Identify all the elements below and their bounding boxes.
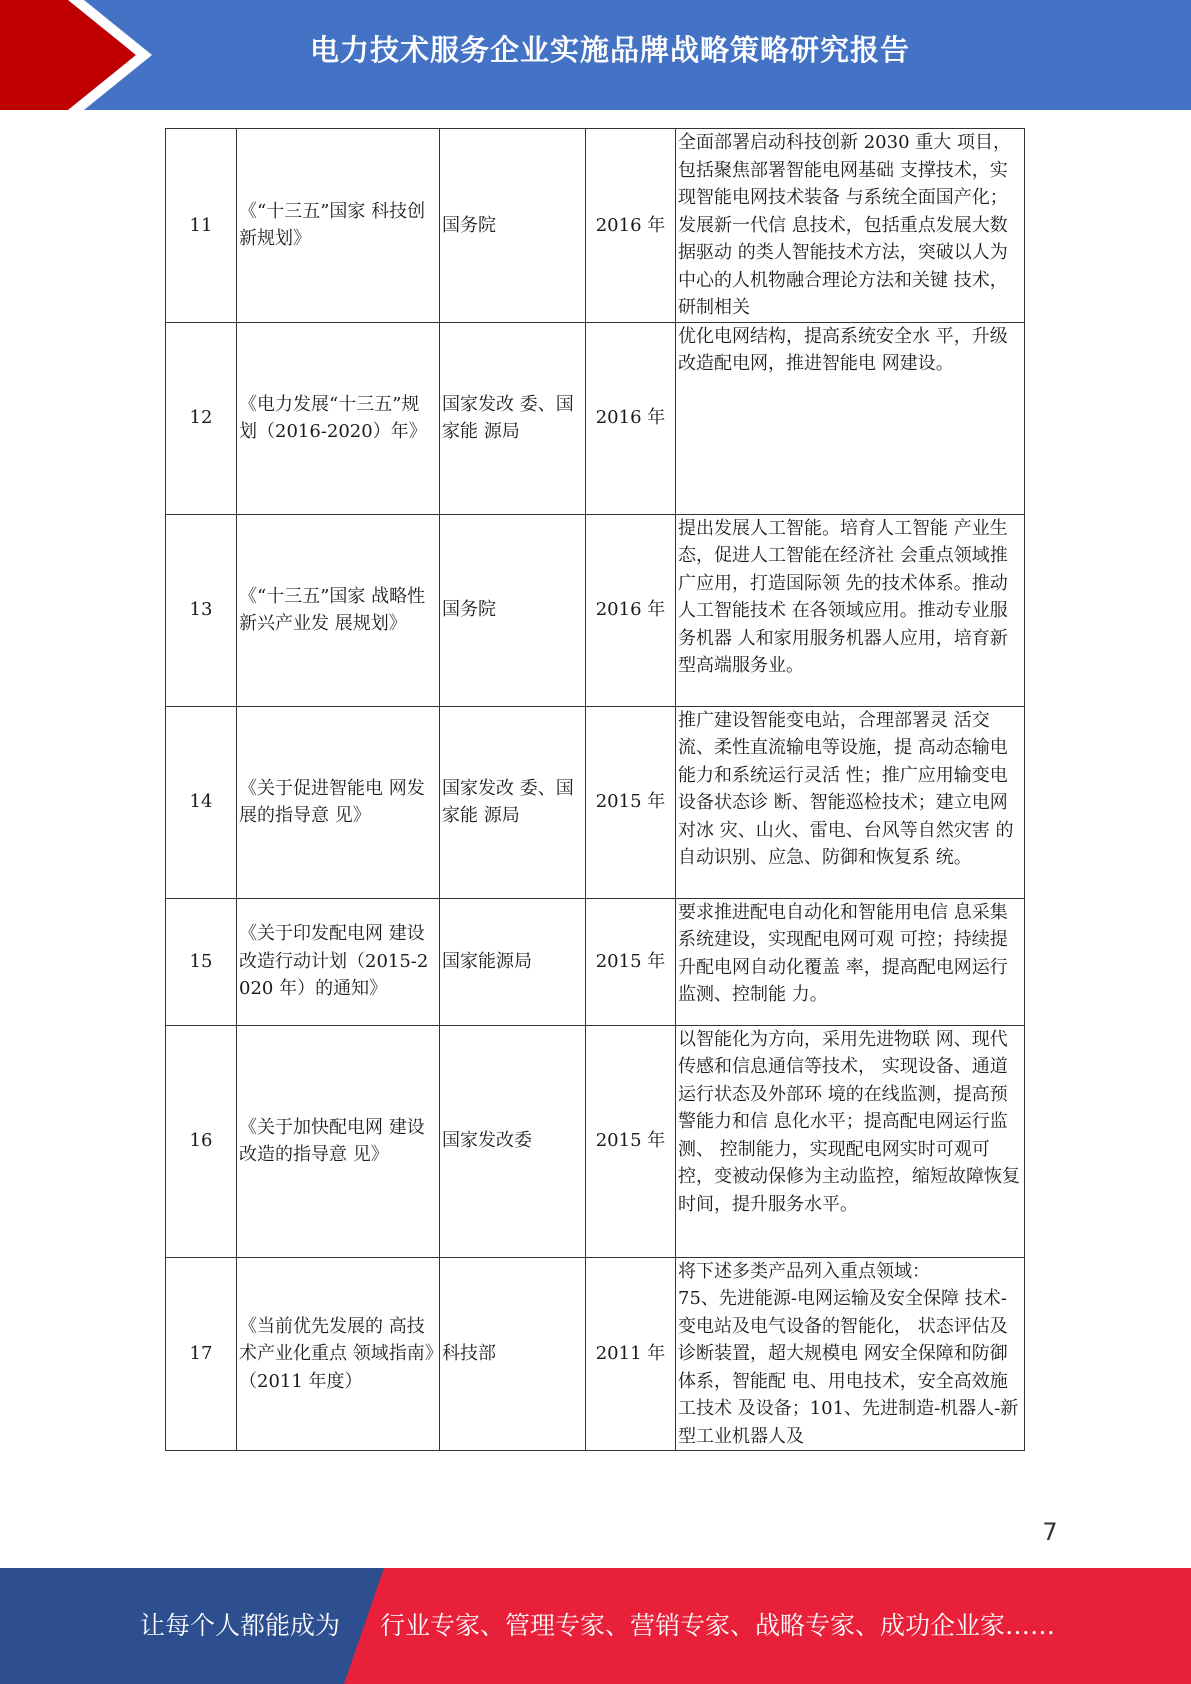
policy-name: 《“十三五”国家 科技创新规划》	[237, 129, 440, 323]
policy-description: 将下述多类产品列入重点领域： 75、先进能源-电网运输及安全保障 技术-变电站及电气设备的智能化， 状态评估及诊断装置，超大规模电 网安全保障和防御体系，智能配 电、用电技术，安全高效施工技术 及设备；101、先进制造-机器人-新 型工业机器人及	[676, 1257, 1025, 1451]
policy-description: 以智能化为方向，采用先进物联 网、现代传感和信息通信等技术， 实现设备、通道运行状态及外部环 境的在线监测，提高预警能力和信 息化水平；提高配电网运行监测、 控制能力，实现配电网实时可观可 控，变被动保修为主动监控，缩短故障恢复时间，提升服务水平。	[676, 1025, 1025, 1257]
policy-name: 《当前优先发展的 高技术产业化重点 领域指南》（2011 年度）	[237, 1257, 440, 1451]
row-number: 16	[166, 1025, 237, 1257]
policy-description: 提出发展人工智能。培育人工智能 产业生态，促进人工智能在经济社 会重点领域推广应用，打造国际领 先的技术体系。推动人工智能技术 在各领域应用。推动专业服务机器 人和家用服务机器人应用，培育新 型高端服务业。	[676, 514, 1025, 706]
issuing-organization: 国务院	[440, 129, 586, 323]
policy-name: 《“十三五”国家 战略性新兴产业发 展规划》	[237, 514, 440, 706]
issue-year: 2016 年	[586, 514, 676, 706]
issue-year: 2016 年	[586, 129, 676, 323]
issuing-organization: 国家发改委	[440, 1025, 586, 1257]
issuing-organization: 国家能源局	[440, 898, 586, 1025]
footer-slogan-right: 行业专家、管理专家、营销专家、战略专家、成功企业家……	[380, 1611, 1056, 1640]
issuing-organization: 国家发改 委、国家能 源局	[440, 322, 586, 514]
table-row	[166, 1025, 1025, 1257]
table-row	[166, 322, 1025, 514]
report-title: 电力技术服务企业实施品牌战略策略研究报告	[309, 33, 910, 67]
report-header-banner	[0, 0, 1191, 110]
issuing-organization: 科技部	[440, 1257, 586, 1451]
policy-description: 要求推进配电自动化和智能用电信 息采集系统建设，实现配电网可观 可控；持续提升配电网自动化覆盖 率，提高配电网运行监测、控制能 力。	[676, 898, 1025, 1025]
issue-year: 2015 年	[586, 898, 676, 1025]
policy-description: 全面部署启动科技创新 2030 重大 项目，包括聚焦部署智能电网基础 支撑技术，实现智能电网技术装备 与系统全面国产化；发展新一代信 息技术，包括重点发展大数据驱动 的类人智能技术方法，突破以人为 中心的人机物融合理论方法和关键 技术，研制相关	[676, 129, 1025, 323]
policy-name: 《关于促进智能电 网发展的指导意 见》	[237, 706, 440, 898]
issue-year: 2016 年	[586, 322, 676, 514]
table-row	[166, 514, 1025, 706]
policy-name: 《电力发展“十三五”规划（2016-2020）年》	[237, 322, 440, 514]
policy-name: 《关于印发配电网 建设改造行动计划（2015-2020 年）的通知》	[237, 898, 440, 1025]
issue-year: 2015 年	[586, 1025, 676, 1257]
issue-year: 2015 年	[586, 706, 676, 898]
policy-table	[165, 128, 1025, 1451]
page-number: 7	[1042, 1518, 1058, 1546]
policy-description: 推广建设智能变电站，合理部署灵 活交流、柔性直流输电等设施，提 高动态输电能力和系统运行灵活 性；推广应用输变电设备状态诊 断、智能巡检技术；建立电网对冰 灾、山火、雷电、台风等自然灾害 的自动识别、应急、防御和恢复系 统。	[676, 706, 1025, 898]
row-number: 15	[166, 898, 237, 1025]
table-row	[166, 898, 1025, 1025]
row-number: 11	[166, 129, 237, 323]
row-number: 12	[166, 322, 237, 514]
footer-banner	[0, 1568, 1191, 1684]
issue-year: 2011 年	[586, 1257, 676, 1451]
row-number: 14	[166, 706, 237, 898]
table-row	[166, 129, 1025, 323]
policy-description: 优化电网结构，提高系统安全水 平，升级改造配电网，推进智能电 网建设。	[676, 322, 1025, 514]
row-number: 13	[166, 514, 237, 706]
row-number: 17	[166, 1257, 237, 1451]
policy-name: 《关于加快配电网 建设改造的指导意 见》	[237, 1025, 440, 1257]
footer-slogan-left: 让每个人都能成为	[139, 1611, 340, 1640]
issuing-organization: 国务院	[440, 514, 586, 706]
table-row	[166, 1257, 1025, 1451]
issuing-organization: 国家发改 委、国家能 源局	[440, 706, 586, 898]
table-row	[166, 706, 1025, 898]
